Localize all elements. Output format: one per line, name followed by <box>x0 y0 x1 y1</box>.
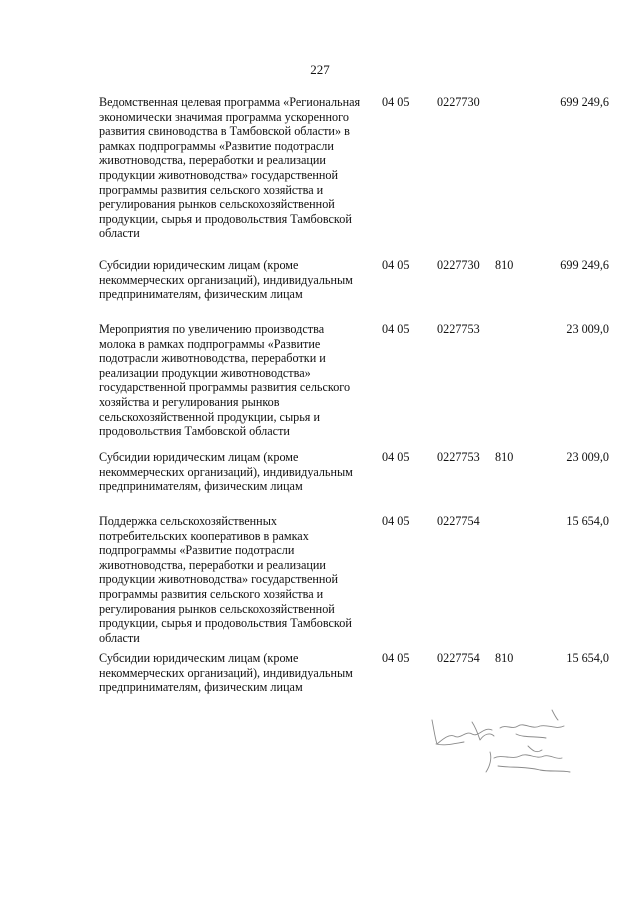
table-row <box>99 514 609 651</box>
row-target-article: 0227753 <box>437 322 480 336</box>
row-section: 04 05 <box>382 514 410 528</box>
row-section: 04 05 <box>382 450 410 464</box>
row-amount: 23 009,0 <box>566 450 609 464</box>
row-description: Субсидии юридическим лицам (кроме некоммерческих организаций), индивидуальным предпринимателям, физическим лицам <box>99 450 353 494</box>
row-description: Поддержка сельскохозяйственных потребительских кооперативов в рамках подпрограммы «Развитие подотрасли животноводства, переработки и реализации продукции животноводства» государственной программы развития сельского хозяйства и регулирования рынков сельскохозяйственной продукции, сырья и продовольствия Тамбовской области <box>99 514 352 645</box>
row-amount: 23 009,0 <box>566 322 609 336</box>
row-amount: 699 249,6 <box>560 258 609 272</box>
row-description: Ведомственная целевая программа «Региональная экономически значимая программа ускоренного развития свиноводства в Тамбовской области» в рамках подпрограммы «Развитие подотрасли животноводства, переработки и реализации продукции животноводства» государственной программы развития сельского хозяйства и регулирования рынков сельскохозяйственной продукции, сырья и продовольствия Тамбовской области <box>99 95 361 241</box>
row-expense-type: 810 <box>495 651 514 665</box>
row-target-article: 0227753 <box>437 450 480 464</box>
row-amount: 699 249,6 <box>560 95 609 109</box>
row-description: Субсидии юридическим лицам (кроме некоммерческих организаций), индивидуальным предпринимателям, физическим лицам <box>99 651 353 695</box>
row-description: Мероприятия по увеличению производства молока в рамках подпрограммы «Развитие подотрасли животноводства, переработки и реализации продукции животноводства» государственной программы развития сельского хозяйства и регулирования рынков сельскохозяйственной продукции, сырья и продовольствия Тамбовской области <box>99 322 351 439</box>
row-section: 04 05 <box>382 95 410 109</box>
table-row <box>99 258 609 322</box>
row-target-article: 0227730 <box>437 258 480 272</box>
handwritten-signature <box>420 700 590 795</box>
row-section: 04 05 <box>382 651 410 665</box>
row-amount: 15 654,0 <box>566 651 609 665</box>
row-target-article: 0227754 <box>437 514 480 528</box>
row-target-article: 0227730 <box>437 95 480 109</box>
row-expense-type: 810 <box>495 450 514 464</box>
table-row <box>99 450 609 514</box>
table-row <box>99 322 609 450</box>
row-section: 04 05 <box>382 258 410 272</box>
budget-table <box>99 95 609 715</box>
row-target-article: 0227754 <box>437 651 480 665</box>
row-expense-type: 810 <box>495 258 514 272</box>
row-section: 04 05 <box>382 322 410 336</box>
page-number: 227 <box>310 62 330 77</box>
row-amount: 15 654,0 <box>566 514 609 528</box>
row-description: Субсидии юридическим лицам (кроме некоммерческих организаций), индивидуальным предпринимателям, физическим лицам <box>99 258 353 302</box>
table-row <box>99 95 609 258</box>
